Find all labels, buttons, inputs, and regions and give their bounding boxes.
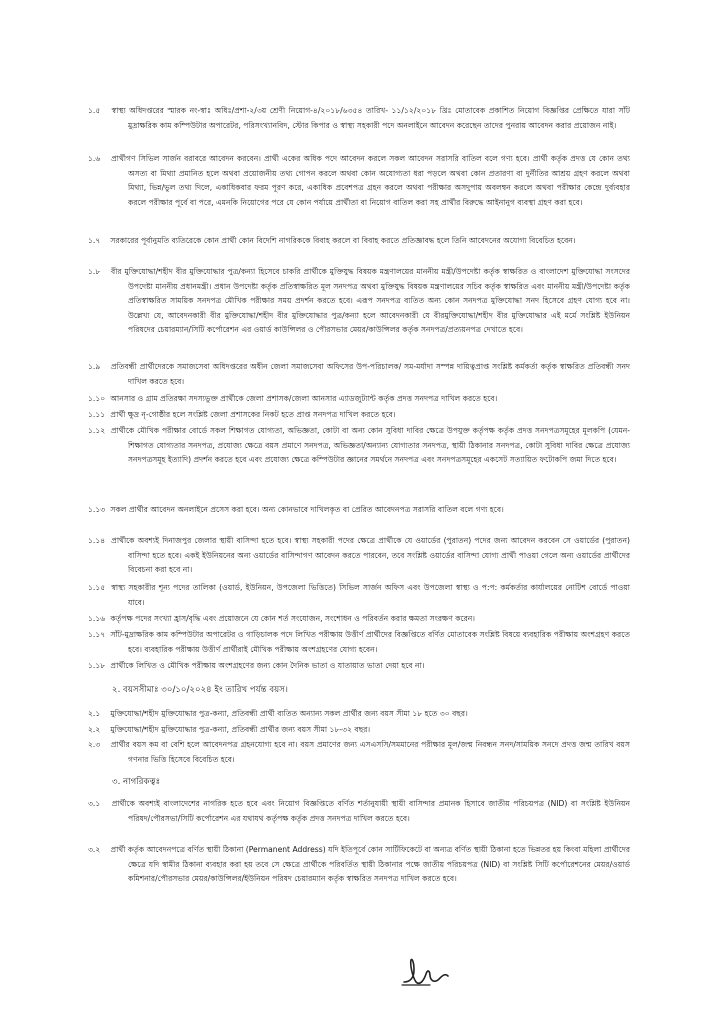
signature-mark — [400, 952, 450, 988]
item-1-10: ১.১০ আনসার ও গ্রাম প্রতিরক্ষা সদস্যভুক্ত প্রার্থীকে জেলা প্রশাসক/জেলা আনসার এ্যাডজুট্যান্ট কর্তৃক প্রদত্ত সনদপত্র দাখিল করতে হবে। — [88, 394, 498, 403]
item-text: প্রার্থীকে অবশ্যই দিনাজপুর জেলার স্থায়ী বাসিন্দা হতে হবে। স্বাস্থ্য সহকারী পদের ক্ষেত্রে প্রার্থীকে যে ওয়ার্ডের (পুরাতন) পদের জন্য আবেদন করবেন সে ওয়ার্ডের (পুরাতন) বাসিন্দা হতে হবে। একই ইউনিয়নের অন্য ওয়ার্ডের বাসিন্দাগণ আবেদন করতে পারবেন, তবে সংশ্লিষ্ট ওয়ার্ডের বাসিন্দা যোগ্য প্রার্থী পাওয়া গেলে অন্য ওয়ার্ডের প্রার্থীদের বিবেচনা করা হবে না। — [111, 536, 630, 575]
item-text: মুক্তিযোদ্ধা/শহীদ মুক্তিযোদ্ধার পুত্র-কন্যা, প্রতিবন্ধী প্রার্থী ব্যতিত অন্যান্য সকল প্রার্থীর জন্য বয়স সীমা ১৮ হতে ৩০ বছর। — [110, 709, 468, 718]
item-text: সরকারের পূর্বানুমতি ব্যতিরেকে কোন প্রার্থী কোন বিদেশি নাগরিককে বিবাহ করলে বা বিবাহ করতে প্রতিজ্ঞাবদ্ধ হলে তিনি আবেদনের অযোগ্য বিবেচিত হবেন। — [110, 236, 576, 245]
item-text: আনসার ও গ্রাম প্রতিরক্ষা সদস্যভুক্ত প্রার্থীকে জেলা প্রশাসক/জেলা আনসার এ্যাডজুট্যান্ট কর্তৃক প্রদত্ত সনদপত্র দাখিল করতে হবে। — [110, 394, 498, 403]
item-3-2: ৩.২ প্রার্থী কর্তৃক আবেদনপত্রে বর্ণিত স্থায়ী ঠিকানা (Permanent Address) যদি ইতিপূর্বে কোন সার্টিফিকেটে বা অন্যত্র বর্ণিত স্থায়ী ঠিকানা হতে ভিন্নতর হয় কিংবা মহিলা প্রার্থীদের ক্ষেত্রে যদি স্বামীর ঠিকানা ব্যবহার করা হয় তবে সে ক্ষেত্রে প্রার্থীকে পরিবর্তিত স্থায়ী ঠিকানার পক্ষে জাতীয় পরিচয়পত্র (NID) বা সংশ্লিষ্ট সিটি কর্পোরেশনের মেয়র/ওয়ার্ড কমিশনার/পৌরসভার মেয়র/কাউন্সিলর/ইউনিয়ন পরিষদ চেয়ারম্যান কর্তৃক স্বাক্ষরিত সনদপত্র দাখিল করতে হবে। — [88, 845, 630, 884]
item-1-9: ১.৯ প্রতিবন্ধী প্রার্থীদেরকে সমাজসেবা অধিদপ্তরের অধীন জেলা সমাজসেবা অফিসের উপ-পরিচালক/ সম-মর্যাদা সম্পন্ন দায়িত্বপ্রাপ্ত সংশ্লিষ্ট কর্মকর্তা কর্তৃক স্বাক্ষরিত প্রতিবন্ধী সনদ দাখিল করতে হবে। — [88, 362, 630, 386]
item-text: স্বাস্থ্য অধিদপ্তরের স্মারক নং-স্বাঃ অধিঃ/প্রশা-২/৩য় শ্রেণী নিয়োগ-৪/২০১৮/৬৩৫৪ তারিখ- ১১/১২/২০১৮ খ্রিঃ মোতাবেক প্রকাশিত নিয়োগ বিজ্ঞপ্তির প্রেক্ষিতে যারা সাঁট মুদ্রাক্ষরিক কাম কম্পিউটার অপারেটর, পরিসংখ্যানবিদ, স্টোর কিপার ও স্বাস্থ্য সহকারী পদে অনলাইনে আবেদন করেছেন তাদের পুনরায় আবেদন করার প্রয়োজন নাই। — [111, 106, 630, 130]
item-text: প্রার্থীগণ সিভিল সার্জন বরাবরে আবেদন করবেন। প্রার্থী একের অধিক পদে আবেদন করলে সকল আবেদন সরাসরি বাতিল বলে গণ্য হবে। প্রার্থী কর্তৃক প্রদত্ত যে কোন তথ্য অসত্য বা মিথ্যা প্রমানিত হলে অথবা প্রয়োজনীয় তথ্য গোপন করলে অথবা কোন অযোগ্যতা ধরা পড়লে অথবা কোন প্রতারণা বা দুর্নীতির আশ্রয় গ্রহণ করলে অথবা মিথ্যা, ভিন্ন/ভুল তথ্য দিলে, একাধিকবার ফরম পূরণ করে, একাধিক প্রবেশপত্র গ্রহন করলে অথবা পরীক্ষার অসদুপায় অবলম্বন করলে অথবা পরীক্ষার কেন্দ্রে দুর্ব্যবহার করলে পরীক্ষার পূর্বে বা পরে, এমনকি নিয়োগের পরে যে কোন পর্যায়ে প্রার্থীতা বা নিয়োগ বাতিল করা সহ প্রার্থীর বিরুদ্ধে আইনানুগ ব্যবস্থা গ্রহণ করা হবে। — [111, 154, 630, 207]
item-1-18: ১.১৮ প্রার্থীকে লিখিত ও মৌখিক পরীক্ষায় অংশগ্রহণের জন্য কোন দৈনিক ভাতা ও যাতায়াত ভাতা দেয়া হবে না। — [88, 661, 425, 670]
item-1-8: ১.৮ বীর মুক্তিযোদ্ধা/শহীদ বীর মুক্তিযোদ্ধার পুত্র/কন্যা হিসেবে চাকরি প্রার্থীকে মুক্তিযুদ্ধ বিষয়ক মন্ত্রণালয়ের মাননীয় মন্ত্রী/উপদেষ্টা কর্তৃক স্বাক্ষরিত ও বাংলাদেশ মুক্তিযোদ্ধা সংসদের উপদেষ্টা মাননীয় প্রধানমন্ত্রী। প্রধান উপদেষ্টা কর্তৃক প্রতিস্বাক্ষরিত মূল সনদপত্র অথবা মুক্তিযুদ্ধ বিষয়ক মন্ত্রণালয়ের সচিব কর্তৃক স্বাক্ষরিত এবং মাননীয় মন্ত্রী/উপদেষ্টা কর্তৃক প্রতিস্বাক্ষরিত সাময়িক সনদপত্র মৌখিক পরীক্ষার সময় প্রদর্শন করতে হবে। এরূপ সনদপত্র ব্যতিত অন্য কোন সনদপত্র মুক্তিযোদ্ধা সনদ হিসেবে গ্রহণ যোগ্য হবে না। উল্লেখ্য যে, আবেদনকারী বীর মুক্তিযোদ্ধা/শহীদ বীর মুক্তিযোদ্ধার পুত্র/কন্যা হলে আবেদনকারী যে বীরমুক্তিযোদ্ধা/শহীদ বীর মুক্তিযোদ্ধার এই মর্মে সংশ্লিষ্ট ইউনিয়ন পরিষদের চেয়ারম্যান/সিটি কর্পোরেশন এর ওয়ার্ড কাউন্সিলর ও পৌরসভার মেয়র/কাউন্সিলর কর্তৃক সনদপত্র/প্রত্যয়নপত্র দেখাতে হবে। — [88, 267, 631, 335]
item-text: প্রার্থী কর্তৃক আবেদনপত্রে বর্ণিত স্থায়ী ঠিকানা (Permanent Address) যদি ইতিপূর্বে কোন সার্টিফিকেটে বা অন্যত্র বর্ণিত স্থায়ী ঠিকানা হতে ভিন্নতর হয় কিংবা মহিলা প্রার্থীদের ক্ষেত্রে যদি স্বামীর ঠিকানা ব্যবহার করা হয় তবে সে ক্ষেত্রে প্রার্থীকে পরিবর্তিত স্থায়ী ঠিকানার পক্ষে জাতীয় পরিচয়পত্র (NID) বা সংশ্লিষ্ট সিটি কর্পোরেশনের মেয়র/ওয়ার্ড কমিশনার/পৌরসভার মেয়র/কাউন্সিলর/ইউনিয়ন পরিষদ চেয়ারম্যান কর্তৃক স্বাক্ষরিত সনদপত্র দাখিল করতে হবে। — [110, 845, 630, 884]
item-1-5: ১.৫ স্বাস্থ্য অধিদপ্তরের স্মারক নং-স্বাঃ অধিঃ/প্রশা-২/৩য় শ্রেণী নিয়োগ-৪/২০১৮/৬৩৫৪ তারিখ- ১১/১২/২০১৮ খ্রিঃ মোতাবেক প্রকাশিত নিয়োগ বিজ্ঞপ্তির প্রেক্ষিতে যারা সাঁট মুদ্রাক্ষরিক কাম কম্পিউটার অপারেটর, পরিসংখ্যানবিদ, স্টোর কিপার ও স্বাস্থ্য সহকারী পদে অনলাইনে আবেদন করেছেন তাদের পুনরায় আবেদন করার প্রয়োজন নাই। — [88, 106, 630, 130]
item-2-3: ২.৩ প্রার্থীর বয়স কম বা বেশি হলে আবেদনপত্র গ্রহনযোগ্য হবে না। বয়স প্রমাণের জন্য এসএসসি/সমমানের পরীক্ষার মূল/জন্ম নিবন্ধন সনদ/সাময়িক সনদে প্রদত্ত জন্ম তারিখ বয়স গণনার ভিত্তি হিসেবে বিবেচিত হবে। — [88, 740, 630, 764]
item-1-17: ১.১৭ সাঁট-মুদ্রাক্ষরিক কাম কম্পিউটার অপারেটর ও গাড়িচালক পদে লিখিত পরীক্ষায় উত্তীর্ণ প্রার্থীদের বিজ্ঞপ্তিতে বর্ণিত মোতাবেক সংশ্লিষ্ট বিষয়ে ব্যবহারিক পরীক্ষায় অংশগ্রহণ করতে হবে। ব্যবহারিক পরীক্ষায় উত্তীর্ণ প্রার্থীরাই মৌখিক পরীক্ষায় অংশগ্রহণের যোগ্য হবেন। — [88, 630, 630, 654]
item-text: প্রার্থীকে লিখিত ও মৌখিক পরীক্ষায় অংশগ্রহণের জন্য কোন দৈনিক ভাতা ও যাতায়াত ভাতা দেয়া হবে না। — [110, 661, 425, 670]
item-1-7: ১.৭ সরকারের পূর্বানুমতি ব্যতিরেকে কোন প্রার্থী কোন বিদেশি নাগরিককে বিবাহ করলে বা বিবাহ করতে প্রতিজ্ঞাবদ্ধ হলে তিনি আবেদনের অযোগ্য বিবেচিত হবেন। — [88, 236, 576, 245]
item-1-6: ১.৬ প্রার্থীগণ সিভিল সার্জন বরাবরে আবেদন করবেন। প্রার্থী একের অধিক পদে আবেদন করলে সকল আবেদন সরাসরি বাতিল বলে গণ্য হবে। প্রার্থী কর্তৃক প্রদত্ত যে কোন তথ্য অসত্য বা মিথ্যা প্রমানিত হলে অথবা প্রয়োজনীয় তথ্য গোপন করলে অথবা কোন অযোগ্যতা ধরা পড়লে অথবা কোন প্রতারণা বা দুর্নীতির আশ্রয় গ্রহণ করলে অথবা মিথ্যা, ভিন্ন/ভুল তথ্য দিলে, একাধিকবার ফরম পূরণ করে, একাধিক প্রবেশপত্র গ্রহন করলে অথবা পরীক্ষার অসদুপায় অবলম্বন করলে অথবা পরীক্ষার কেন্দ্রে দুর্ব্যবহার করলে পরীক্ষার পূর্বে বা পরে, এমনকি নিয়োগের পরে যে কোন পর্যায়ে প্রার্থীতা বা নিয়োগ বাতিল করা সহ প্রার্থীর বিরুদ্ধে আইনানুগ ব্যবস্থা গ্রহণ করা হবে। — [88, 154, 630, 207]
item-text: সাঁট-মুদ্রাক্ষরিক কাম কম্পিউটার অপারেটর ও গাড়িচালক পদে লিখিত পরীক্ষায় উত্তীর্ণ প্রার্থীদের বিজ্ঞপ্তিতে বর্ণিত মোতাবেক সংশ্লিষ্ট বিষয়ে ব্যবহারিক পরীক্ষায় অংশগ্রহণ করতে হবে। ব্যবহারিক পরীক্ষায় উত্তীর্ণ প্রার্থীরাই মৌখিক পরীক্ষায় অংশগ্রহণের যোগ্য হবেন। — [110, 630, 630, 654]
item-1-12: ১.১২ প্রার্থীকে মৌখিক পরীক্ষার বোর্ডে সকল শিক্ষাগত যোগ্যতা, অভিজ্ঞতা, কোটা বা অন্য কোন সুবিধা দাবির ক্ষেত্রে উপযুক্ত কর্তৃপক্ষ কর্তৃক প্রদত্ত সনদপত্রসমূহের মূলকপি (যেমন- শিক্ষাগত যোগ্যতার সনদপত্র, প্রযোজ্য ক্ষেত্রে বয়স প্রমাণে সনদপত্র, অভিজ্ঞতা/অন্যান্য যোগ্যতার সনদপত্র, স্থায়ী ঠিকানার সনদপত্র, কোটা সুবিধা দাবির ক্ষেত্রে প্রযোজ্য সনদপত্রসমূহ ইত্যাদি) প্রদর্শন করতে হবে এবং প্রযোজ্য ক্ষেত্রে কম্পিউটার জ্ঞানের সমর্থনে সনদপত্র এবং সনদপত্রসমূহের একসেট সত্যায়িত ফটোকপি জমা দিতে হবে। — [88, 426, 630, 465]
section-2-heading: ২. বয়সসীমাঃ ৩০/১০/২০২৪ ইং তারিখ পর্যন্ত বয়স। — [112, 685, 288, 695]
item-1-15: ১.১৫ স্বাস্থ্য সহকারীর শূন্য পদের তালিকা (ওয়ার্ড, ইউনিয়ন, উপজেলা ভিত্তিতে) সিভিল সার্জন অফিস এবং উপজেলা স্বাস্থ্য ও প:প: কর্মকর্তার কার্যালয়ের নোটিশ বোর্ডে পাওয়া যাবে। — [88, 583, 630, 607]
item-1-14: ১.১৪ প্রার্থীকে অবশ্যই দিনাজপুর জেলার স্থায়ী বাসিন্দা হতে হবে। স্বাস্থ্য সহকারী পদের ক্ষেত্রে প্রার্থীকে যে ওয়ার্ডের (পুরাতন) পদের জন্য আবেদন করবেন সে ওয়ার্ডের (পুরাতন) বাসিন্দা হতে হবে। একই ইউনিয়নের অন্য ওয়ার্ডের বাসিন্দাগণ আবেদন করতে পারবেন, তবে সংশ্লিষ্ট ওয়ার্ডের বাসিন্দা যোগ্য প্রার্থী পাওয়া গেলে অন্য ওয়ার্ডের প্রার্থীদের বিবেচনা করা হবে না। — [88, 536, 630, 575]
section-3-heading: ৩. নাগরিকত্বঃ — [112, 777, 161, 787]
item-text: স্বাস্থ্য সহকারীর শূন্য পদের তালিকা (ওয়ার্ড, ইউনিয়ন, উপজেলা ভিত্তিতে) সিভিল সার্জন অফিস এবং উপজেলা স্বাস্থ্য ও প:প: কর্মকর্তার কার্যালয়ের নোটিশ বোর্ডে পাওয়া যাবে। — [111, 583, 630, 607]
item-text: প্রার্থীকে মৌখিক পরীক্ষার বোর্ডে সকল শিক্ষাগত যোগ্যতা, অভিজ্ঞতা, কোটা বা অন্য কোন সুবিধা দাবির ক্ষেত্রে উপযুক্ত কর্তৃপক্ষ কর্তৃক প্রদত্ত সনদপত্রসমূহের মূলকপি (যেমন- শিক্ষাগত যোগ্যতার সনদপত্র, প্রযোজ্য ক্ষেত্রে বয়স প্রমাণে সনদপত্র, অভিজ্ঞতা/অন্যান্য যোগ্যতার সনদপত্র, স্থায়ী ঠিকানার সনদপত্র, কোটা সুবিধা দাবির ক্ষেত্রে প্রযোজ্য সনদপত্রসমূহ ইত্যাদি) প্রদর্শন করতে হবে এবং প্রযোজ্য ক্ষেত্রে কম্পিউটার জ্ঞানের সমর্থনে সনদপত্র এবং সনদপত্রসমূহের একসেট সত্যায়িত ফটোকপি জমা দিতে হবে। — [110, 426, 630, 465]
item-2-2: ২.২ মুক্তিযোদ্ধা/শহীদ মুক্তিযোদ্ধার পুত্র-কন্যা, প্রতিবন্ধী প্রার্থীর জন্য বয়স সীমা ১৮-৩২ বছর। — [88, 725, 371, 734]
item-1-11: ১.১১ প্রার্থী ক্ষুদ্র নৃ-গোষ্ঠীর হলে সংশ্লিষ্ট জেলা প্রশাসকের নিকট হতে প্রাপ্ত সনদপত্র দাখিল করতে হবে। — [88, 410, 396, 419]
item-text: প্রতিবন্ধী প্রার্থীদেরকে সমাজসেবা অধিদপ্তরের অধীন জেলা সমাজসেবা অফিসের উপ-পরিচালক/ সম-মর্যাদা সম্পন্ন দায়িত্বপ্রাপ্ত সংশ্লিষ্ট কর্মকর্তা কর্তৃক স্বাক্ষরিত প্রতিবন্ধী সনদ দাখিল করতে হবে। — [110, 362, 630, 386]
item-text: বীর মুক্তিযোদ্ধা/শহীদ বীর মুক্তিযোদ্ধার পুত্র/কন্যা হিসেবে চাকরি প্রার্থীকে মুক্তিযুদ্ধ বিষয়ক মন্ত্রণালয়ের মাননীয় মন্ত্রী/উপদেষ্টা কর্তৃক স্বাক্ষরিত ও বাংলাদেশ মুক্তিযোদ্ধা সংসদের উপদেষ্টা মাননীয় প্রধানমন্ত্রী। প্রধান উপদেষ্টা কর্তৃক প্রতিস্বাক্ষরিত মূল সনদপত্র অথবা মুক্তিযুদ্ধ বিষয়ক মন্ত্রণালয়ের সচিব কর্তৃক স্বাক্ষরিত এবং মাননীয় মন্ত্রী/উপদেষ্টা কর্তৃক প্রতিস্বাক্ষরিত সাময়িক সনদপত্র মৌখিক পরীক্ষার সময় প্রদর্শন করতে হবে। এরূপ সনদপত্র ব্যতিত অন্য কোন সনদপত্র মুক্তিযোদ্ধা সনদ হিসেবে গ্রহণ যোগ্য হবে না। উল্লেখ্য যে, আবেদনকারী বীর মুক্তিযোদ্ধা/শহীদ বীর মুক্তিযোদ্ধার পুত্র/কন্যা হলে আবেদনকারী যে বীরমুক্তিযোদ্ধা/শহীদ বীর মুক্তিযোদ্ধার এই মর্মে সংশ্লিষ্ট ইউনিয়ন পরিষদের চেয়ারম্যান/সিটি কর্পোরেশন এর ওয়ার্ড কাউন্সিলর ও পৌরসভার মেয়র/কাউন্সিলর কর্তৃক সনদপত্র/প্রত্যয়নপত্র দেখাতে হবে। — [110, 267, 631, 335]
item-1-16: ১.১৬ কর্তৃপক্ষ পদের সংখ্যা হ্রাস/বৃদ্ধি এবং প্রয়োজনে যে কোন শর্ত সংযোজন, সংশোধন ও পরিবর্তন করার ক্ষমতা সংরক্ষণ করেন। — [88, 614, 475, 623]
item-text: প্রার্থীকে অবশ্যই বাংলাদেশের নাগরিক হতে হবে এবং নিয়োগ বিজ্ঞপ্তিতে বর্ণিত শর্তানুযায়ী স্থায়ী বাসিন্দার প্রমানক হিসাবে জাতীয় পরিচয়পত্র (NID) বা সংশ্লিষ্ট ইউনিয়ন পরিষদ/পৌরসভা/সিটি কর্পোরেশন এর যথাযথ কর্তৃপক্ষ কর্তৃক প্রদত্ত সনদপত্র দাখিল করতে হবে। — [111, 799, 630, 823]
item-3-1: ৩.১ প্রার্থীকে অবশ্যই বাংলাদেশের নাগরিক হতে হবে এবং নিয়োগ বিজ্ঞপ্তিতে বর্ণিত শর্তানুযায়ী স্থায়ী বাসিন্দার প্রমানক হিসাবে জাতীয় পরিচয়পত্র (NID) বা সংশ্লিষ্ট ইউনিয়ন পরিষদ/পৌরসভা/সিটি কর্পোরেশন এর যথাযথ কর্তৃপক্ষ কর্তৃক প্রদত্ত সনদপত্র দাখিল করতে হবে। — [88, 799, 630, 823]
item-text: সকল প্রার্থীর আবেদন অনলাইনে প্রসেস করা হবে। অন্য কোনভাবে দাখিলকৃত বা প্রেরিত আবেদনপত্র সরাসরি বাতিল বলে গণ্য হবে। — [110, 505, 504, 514]
item-1-13: ১.১৩ সকল প্রার্থীর আবেদন অনলাইনে প্রসেস করা হবে। অন্য কোনভাবে দাখিলকৃত বা প্রেরিত আবেদনপত্র সরাসরি বাতিল বলে গণ্য হবে। — [88, 505, 504, 514]
item-text: কর্তৃপক্ষ পদের সংখ্যা হ্রাস/বৃদ্ধি এবং প্রয়োজনে যে কোন শর্ত সংযোজন, সংশোধন ও পরিবর্তন করার ক্ষমতা সংরক্ষণ করেন। — [110, 614, 475, 623]
item-2-1: ২.১ মুক্তিযোদ্ধা/শহীদ মুক্তিযোদ্ধার পুত্র-কন্যা, প্রতিবন্ধী প্রার্থী ব্যতিত অন্যান্য সকল প্রার্থীর জন্য বয়স সীমা ১৮ হতে ৩০ বছর। — [88, 709, 468, 718]
item-text: মুক্তিযোদ্ধা/শহীদ মুক্তিযোদ্ধার পুত্র-কন্যা, প্রতিবন্ধী প্রার্থীর জন্য বয়স সীমা ১৮-৩২ বছর। — [110, 725, 371, 734]
item-text: প্রার্থীর বয়স কম বা বেশি হলে আবেদনপত্র গ্রহনযোগ্য হবে না। বয়স প্রমাণের জন্য এসএসসি/সমমানের পরীক্ষার মূল/জন্ম নিবন্ধন সনদ/সাময়িক সনদে প্রদত্ত জন্ম তারিখ বয়স গণনার ভিত্তি হিসেবে বিবেচিত হবে। — [110, 740, 630, 764]
item-text: প্রার্থী ক্ষুদ্র নৃ-গোষ্ঠীর হলে সংশ্লিষ্ট জেলা প্রশাসকের নিকট হতে প্রাপ্ত সনদপত্র দাখিল করতে হবে। — [110, 410, 396, 419]
